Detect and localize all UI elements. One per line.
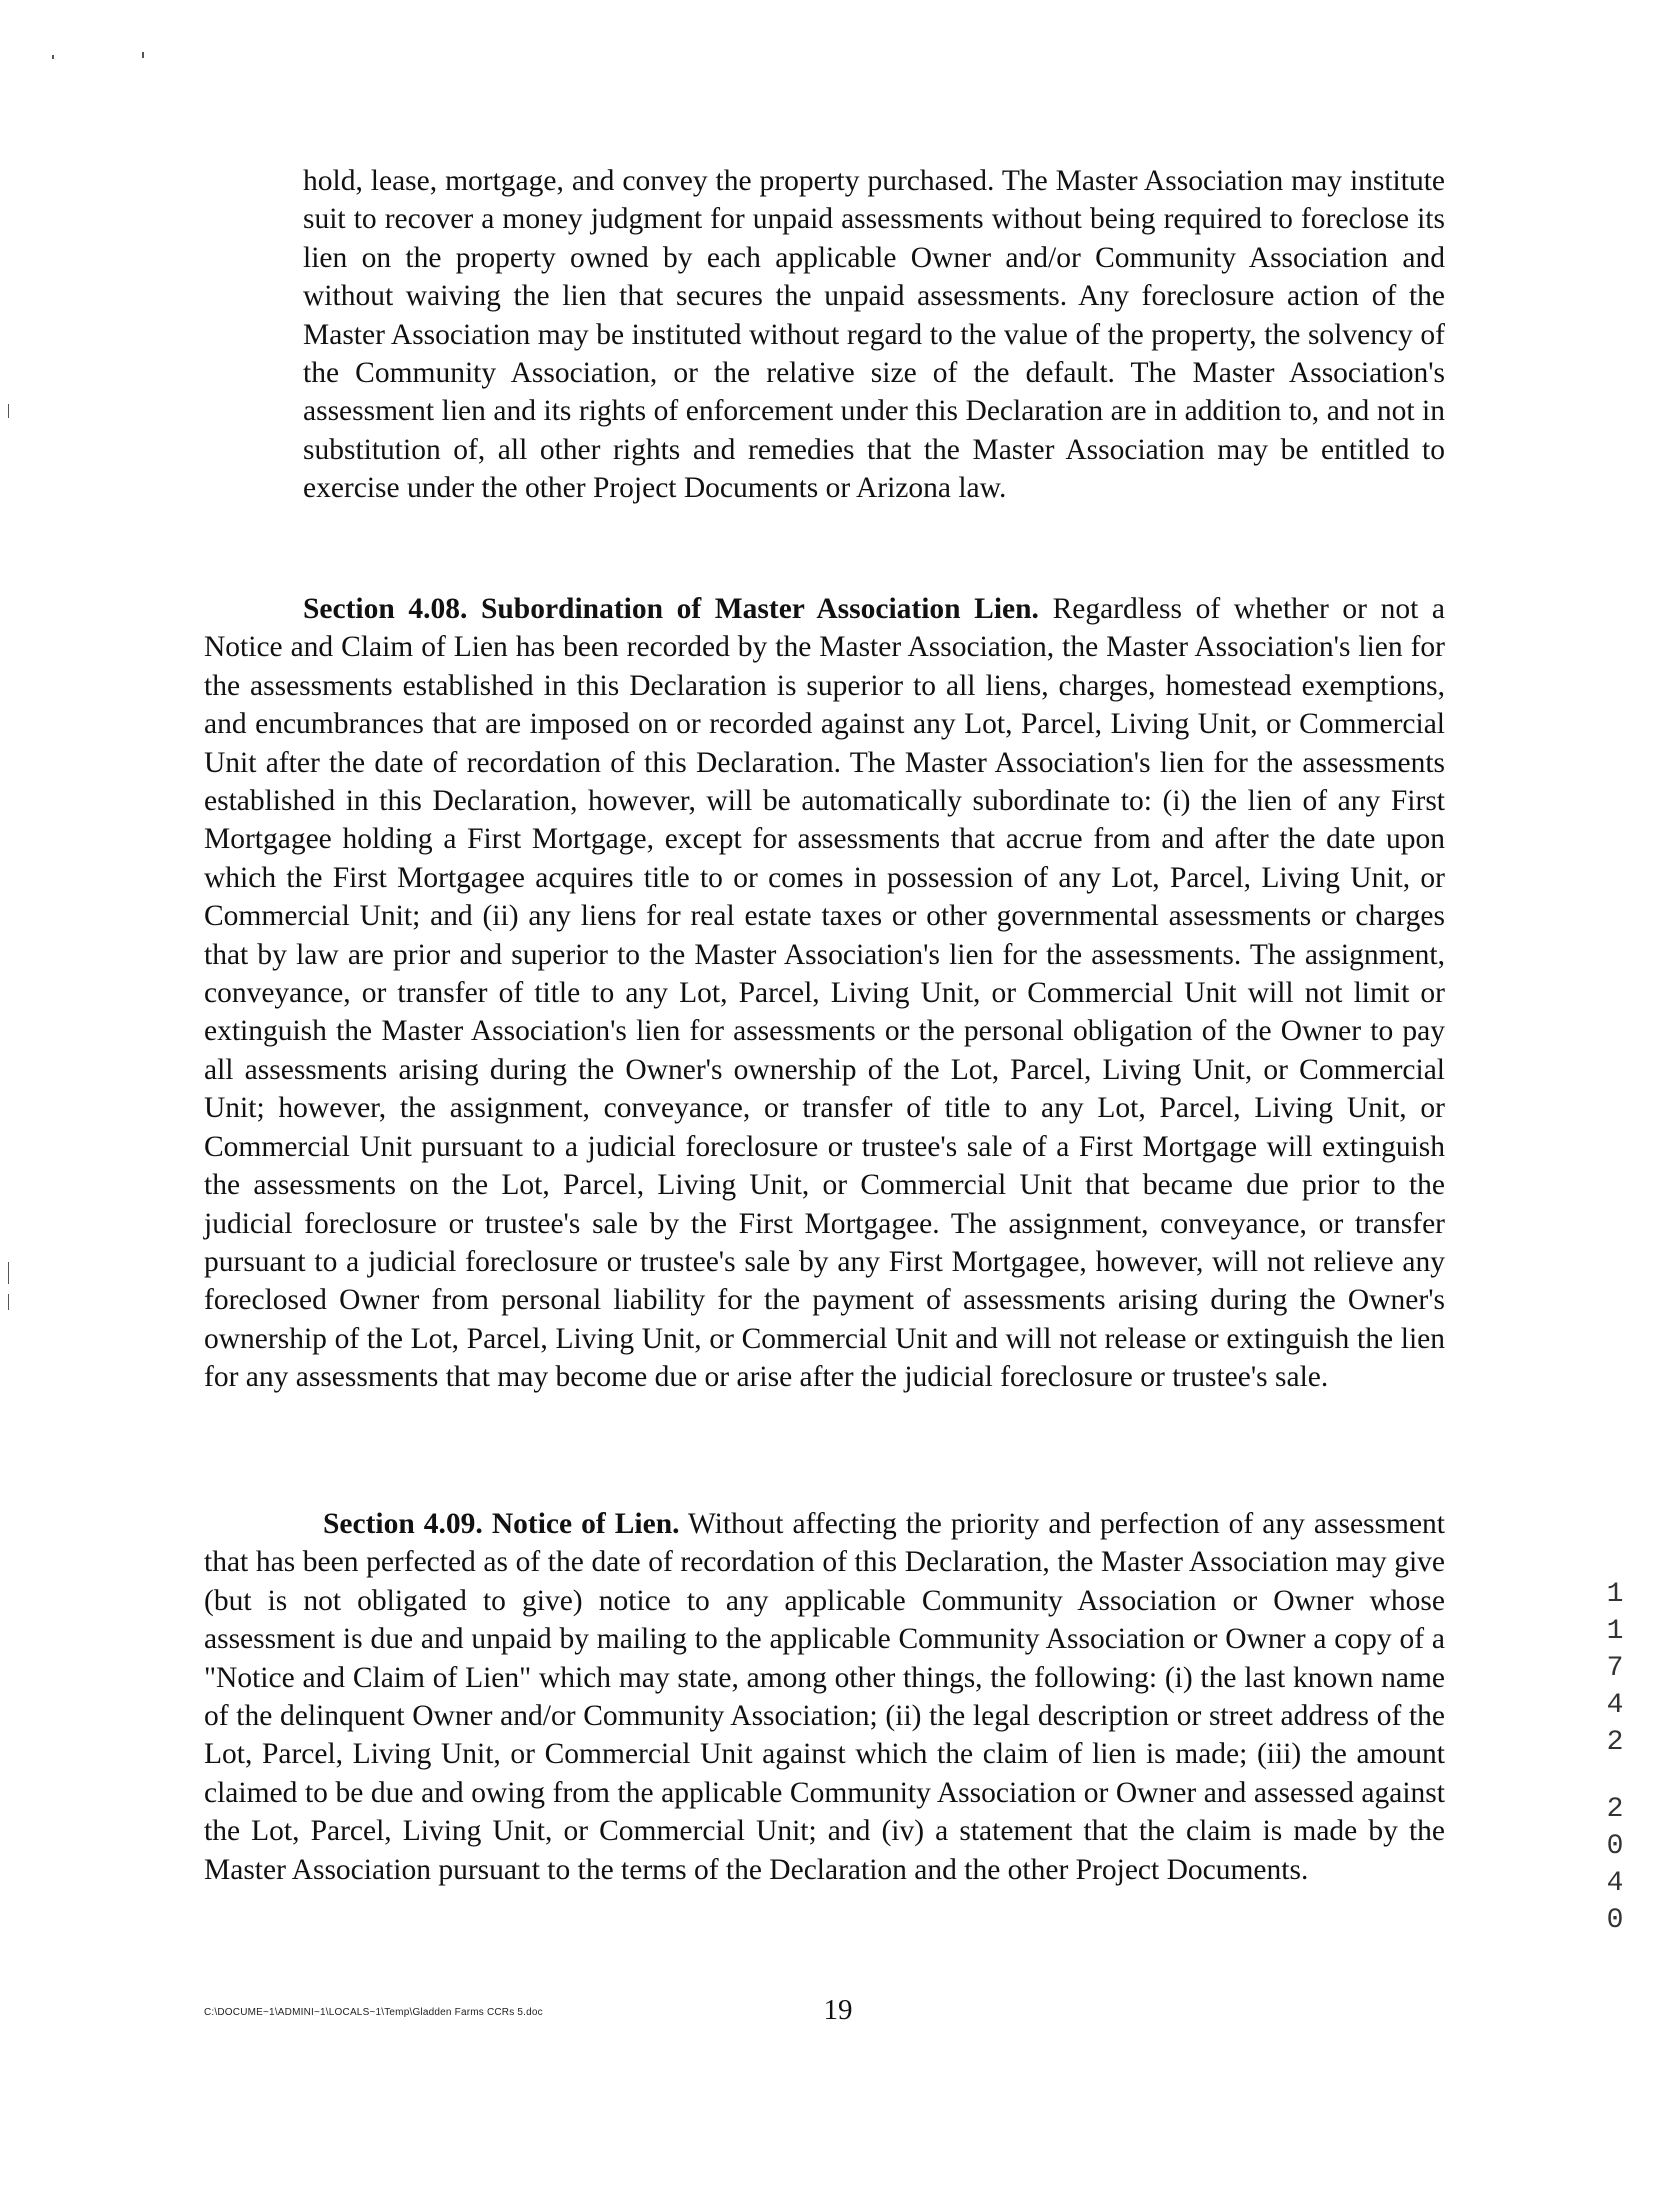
stamp-digit: 2 bbox=[1606, 1794, 1624, 1825]
section-4-09-text: Without affecting the priority and perfection of any assessment that has been perfected as of the date of recordation of this Declaration, the Master Association may give (but is not obligated to give) notice to any applicable Community Association or Owner whose assessment is due and unpaid by mailing to the applicable Community Association or Owner a copy of a "Notice and Claim of Lien" which may state, among other things, the following: (i) the last known name of the delinquent Owner and/or Community Association; (ii) the legal description or street address of the Lot, Parcel, Living Unit, or Commercial Unit against which the claim of lien is made; (iii) the amount claimed to be due and owing from the applicable Community Association or Owner and assessed against the Lot, Parcel, Living Unit, or Commercial Unit; and (iv) a statement that the claim is made by the Master Association pursuant to the terms of the Declaration and the other Project Documents. bbox=[204, 1508, 1445, 1886]
stamp-digit: 7 bbox=[1606, 1653, 1624, 1684]
scan-mark bbox=[8, 1294, 9, 1310]
stamp-digit: 4 bbox=[1606, 1868, 1624, 1899]
stamp-digit: 4 bbox=[1606, 1690, 1624, 1721]
scan-mark bbox=[142, 52, 144, 58]
stamp-gap bbox=[1600, 1761, 1630, 1791]
page-number: 19 bbox=[823, 1994, 853, 2026]
section-4-08-text: Regardless of whether or not a Notice and Claim of Lien has been recorded by the Master Association, the Master Association's lien for the assessments established in this Declaration is superior to all liens, charges, homestead exemptions, and encumbrances that are imposed on or recorded against any Lot, Parcel, Living Unit, or Commercial Unit after the date of recordation of this Declaration. The Master Association's lien for the assessments established in this Declaration, however, will be automatically subordinate to: (i) the lien of any First Mortgagee holding a First Mortgage, except for assessments that accrue from and after the date upon which the First Mortgagee acquires title to or comes in possession of any Lot, Parcel, Living Unit, or Commercial Unit; and (ii) any liens for real estate taxes or other governmental assessments or charges that by law are prior and superior to the Master Association's lien for the assessments. The assignment, conveyance, or transfer of title to any Lot, Parcel, Living Unit, or Commercial Unit will not limit or extinguish the Master Association's lien for assessments or the personal obligation of the Owner to pay all assessments arising during the Owner's ownership of the Lot, Parcel, Living Unit, or Commercial Unit; however, the assignment, conveyance, or transfer of title to any Lot, Parcel, Living Unit, or Commercial Unit pursuant to a judicial foreclosure or trustee's sale of a First Mortgage will extinguish the assessments on the Lot, Parcel, Living Unit, or Commercial Unit that became due prior to the judicial foreclosure or trustee's sale by the First Mortgagee. The assignment, conveyance, or transfer pursuant to a judicial foreclosure or trustee's sale by any First Mortgagee, however, will not relieve any foreclosed Owner from personal liability for the payment of assessments arising during the Owner's ownership of the Lot, Parcel, Living Unit, or Commercial Unit and will not release or extinguish the lien for any assessments that may become due or arise after the judicial foreclosure or trustee's sale. bbox=[204, 593, 1446, 1394]
scan-mark bbox=[52, 55, 54, 59]
footer-file-path: C:\DOCUME~1\ADMINI~1\LOCALS~1\Temp\Gladden Farms CCRs 5.doc bbox=[204, 2007, 543, 2018]
stamp-digit: 0 bbox=[1606, 1905, 1624, 1936]
stamp-digit: 2 bbox=[1606, 1727, 1624, 1758]
continued-paragraph bbox=[303, 162, 1445, 508]
stamp-digit: 1 bbox=[1606, 1579, 1624, 1610]
stamp-digit: 1 bbox=[1606, 1616, 1624, 1647]
section-4-08-paragraph bbox=[204, 590, 1445, 1397]
section-4-08-heading: Section 4.08. Subordination of Master Association Lien. bbox=[303, 593, 1039, 625]
recording-number-stamp bbox=[1600, 1576, 1630, 1939]
section-4-09-paragraph bbox=[204, 1505, 1445, 1889]
scan-mark bbox=[8, 404, 9, 418]
section-4-09-heading: Section 4.09. Notice of Lien. bbox=[323, 1508, 680, 1540]
stamp-digit: 0 bbox=[1606, 1831, 1624, 1862]
scan-mark bbox=[8, 1262, 9, 1284]
paragraph-text: hold, lease, mortgage, and convey the property purchased. The Master Association may institute suit to recover a money judgment for unpaid assessments without being required to foreclose its lien on the property owned by each applicable Owner and/or Community Association and without waiving the lien that secures the unpaid assessments. Any foreclosure action of the Master Association may be instituted without regard to the value of the property, the solvency of the Community Association, or the relative size of the default. The Master Association's assessment lien and its rights of enforcement under this Declaration are in addition to, and not in substitution of, all other rights and remedies that the Master Association may be entitled to exercise under the other Project Documents or Arizona law. bbox=[303, 165, 1445, 505]
